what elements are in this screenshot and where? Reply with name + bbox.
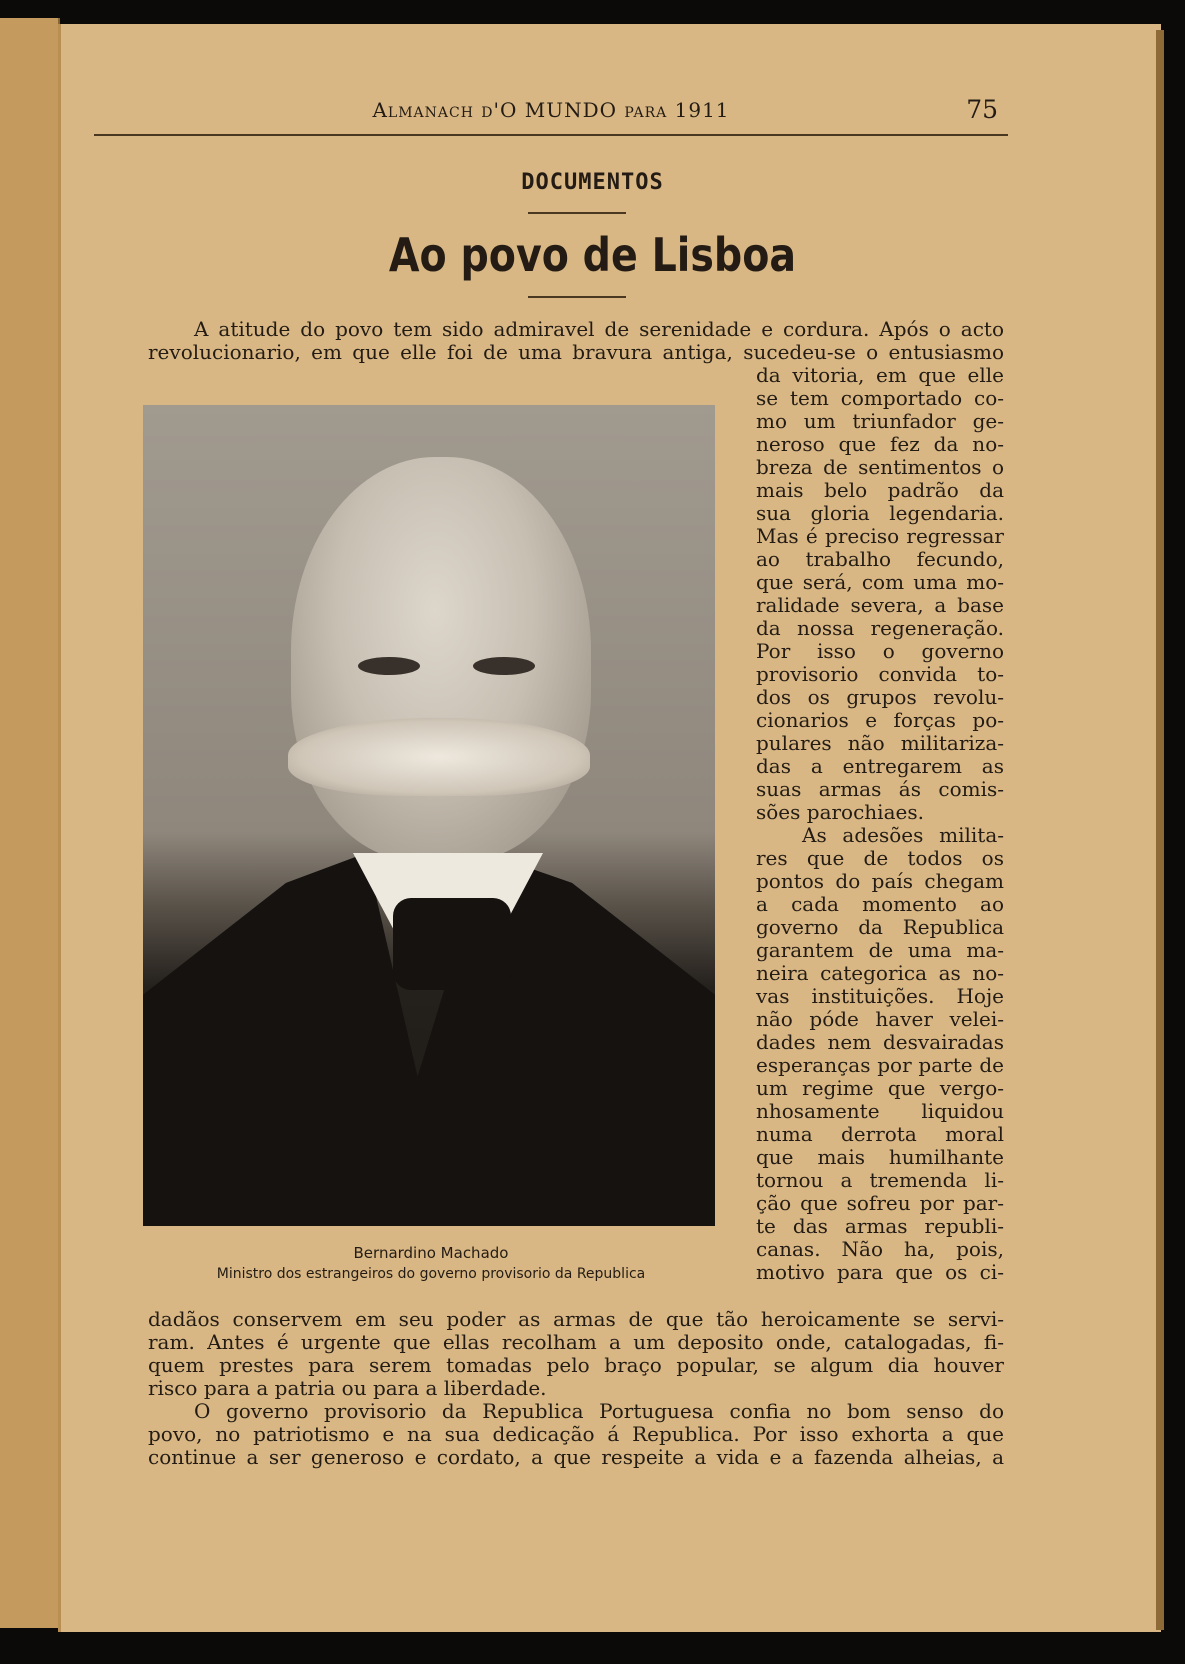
text-line: sua gloria legendaria. — [756, 501, 1004, 525]
text-line: dos os grupos revolu- — [756, 685, 1004, 709]
page-header — [94, 72, 1008, 128]
page-number: 75 — [966, 95, 998, 124]
portrait-tie — [393, 898, 511, 990]
text-line: provisorio convida to- — [756, 662, 1004, 686]
text-line: ao trabalho fecundo, — [756, 547, 1004, 571]
text-line: que será, com uma mo- — [756, 570, 1004, 594]
text-line: quem prestes para serem tomadas pelo braço popular, se algum dia houver — [148, 1353, 1004, 1377]
text-line: Mas é preciso regressar — [756, 524, 1004, 548]
text-line: mo um triunfador ge- — [756, 409, 1004, 433]
text-line: res que de todos os — [756, 846, 1004, 870]
text-line: numa derrota moral — [756, 1122, 1004, 1146]
portrait-photo — [143, 405, 715, 1226]
header-rule — [94, 134, 1008, 136]
article-title: Ao povo de Lisboa — [388, 228, 797, 282]
text-line: dades nem desvairadas — [756, 1030, 1004, 1054]
text-line: da nossa regeneração. — [756, 616, 1004, 640]
running-title: Almanach d'O MUNDO para 1911 — [372, 98, 730, 122]
text-line: não póde haver velei- — [756, 1007, 1004, 1031]
text-line: neroso que fez da no- — [756, 432, 1004, 456]
portrait-eye — [473, 657, 535, 675]
text-line: continue a ser generoso e cordato, a que respeite a vida e a fazenda alheias, a — [148, 1445, 1004, 1469]
section-label: DOCUMENTOS — [521, 170, 664, 195]
text-line: vas instituições. Hoje — [756, 984, 1004, 1008]
text-line: que mais humilhante — [756, 1145, 1004, 1169]
text-line: sões parochiaes. — [756, 800, 924, 824]
text-line: Por isso o governo — [756, 639, 1004, 663]
text-line: canas. Não ha, pois, — [756, 1237, 1004, 1261]
text-line: um regime que vergo- — [756, 1076, 1004, 1100]
text-line: da vitoria, em que elle — [756, 363, 1004, 387]
title-rule-top — [528, 212, 626, 214]
text-line: pulares não militariza- — [756, 731, 1004, 755]
text-line: pontos do país chegam — [756, 869, 1004, 893]
left-page-edge — [0, 18, 60, 1628]
text-line: risco para a patria ou para a liberdade. — [148, 1376, 547, 1400]
text-line: te das armas republi- — [756, 1214, 1004, 1238]
text-line: revolucionario, em que elle foi de uma bravura antiga, sucedeu-se o entusiasmo — [148, 340, 1004, 364]
text-line: motivo para que os ci- — [756, 1260, 1004, 1284]
book-spine — [1156, 30, 1164, 1630]
text-line: ção que sofreu por par- — [756, 1191, 1004, 1215]
text-line: suas armas ás comis- — [756, 777, 1004, 801]
text-line: governo da Republica — [756, 915, 1004, 939]
text-line: tornou a tremenda li- — [756, 1168, 1004, 1192]
photo-caption-role: Ministro dos estrangeiros do governo provisorio da Republica — [216, 1266, 646, 1282]
title-rule-bottom — [528, 296, 626, 298]
text-line: a cada momento ao — [756, 892, 1004, 916]
text-line: cionarios e forças po- — [756, 708, 1004, 732]
text-line: das a entregarem as — [756, 754, 1004, 778]
portrait-mustache — [288, 718, 590, 796]
text-line: povo, no patriotismo e na sua dedicação á Republica. Por isso exhorta a que — [148, 1422, 1004, 1446]
text-line: esperanças por parte de — [756, 1053, 1004, 1077]
text-line: garantem de uma ma- — [756, 938, 1004, 962]
text-line: breza de sentimentos o — [756, 455, 1004, 479]
text-line: A atitude do povo tem sido admiravel de serenidade e cordura. Após o acto — [194, 317, 1004, 341]
text-line: ram. Antes é urgente que ellas recolham a um deposito onde, catalogadas, fi- — [148, 1330, 1004, 1354]
text-line: As adesões milita- — [802, 823, 1004, 847]
text-line: neira categorica as no- — [756, 961, 1004, 985]
text-line: O governo provisorio da Republica Portuguesa confia no bom senso do — [194, 1399, 1004, 1423]
portrait-head — [291, 457, 591, 861]
text-line: ralidade severa, a base — [756, 593, 1004, 617]
text-line: se tem comportado co- — [756, 386, 1004, 410]
text-line: mais belo padrão da — [756, 478, 1004, 502]
text-line: dadãos conservem em seu poder as armas de que tão heroicamente se servi- — [148, 1307, 1004, 1331]
portrait-eye — [358, 657, 420, 675]
photo-caption-name: Bernardino Machado — [353, 1244, 509, 1262]
text-line: nhosamente liquidou — [756, 1099, 1004, 1123]
